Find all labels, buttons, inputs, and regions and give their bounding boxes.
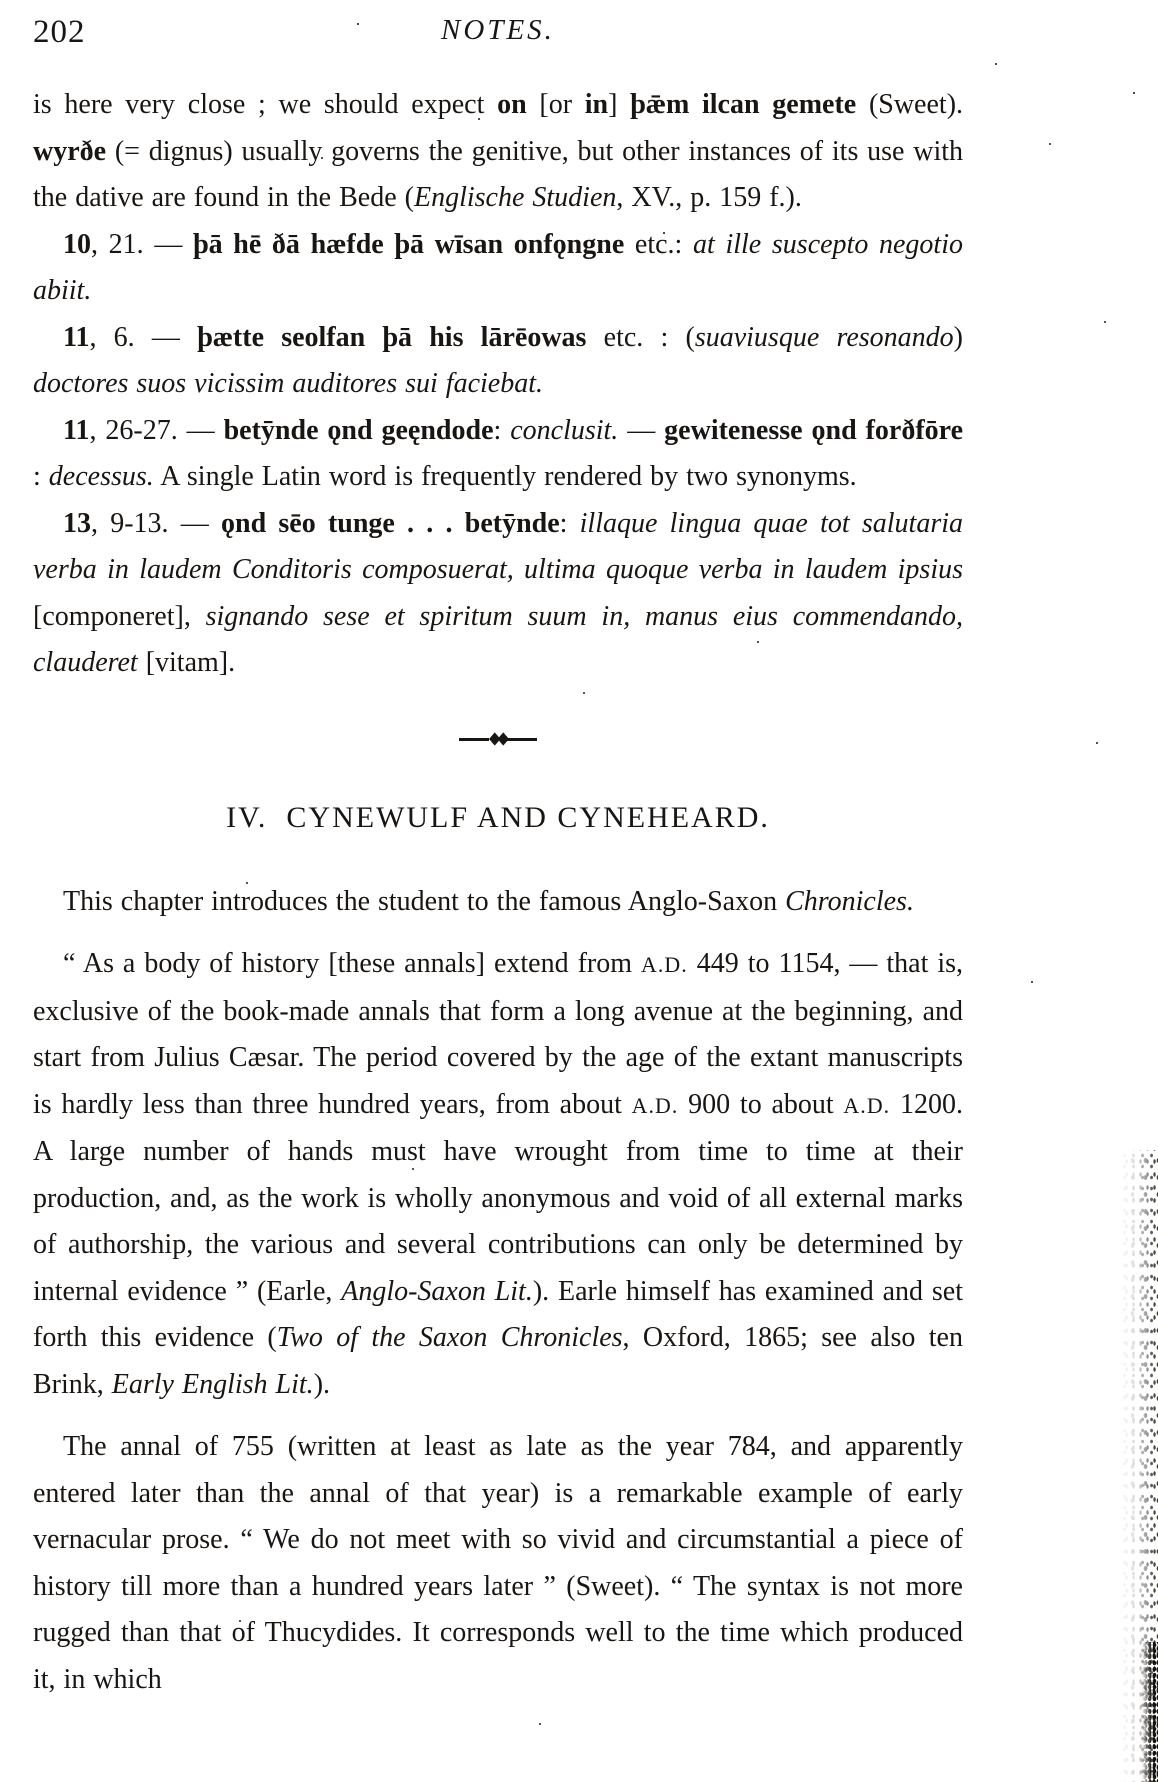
divider-rule-left — [459, 738, 489, 741]
notes-section — [33, 82, 963, 687]
text-column — [33, 12, 963, 1703]
scan-speckle-artifacts — [0, 0, 2, 2]
section-divider — [33, 731, 963, 749]
divider-rule-right — [507, 738, 537, 741]
note-paragraph-11-6: 11, 6. — þætte seolfan þā his lārēowas etc. : (suaviusque resonando) doctores suos vicissim auditores sui faciebat. — [33, 321, 963, 399]
chapter-heading: IV. CYNEWULF AND CYNEHEARD. — [226, 800, 770, 834]
page-number: 202 — [33, 14, 86, 50]
earle-quote-paragraph: “ As a body of history [these annals] extend from A.D. 449 to 1154, — that is, exclusive of the book-made annals that form a long avenue at the beginning, and start from Julius Cæsar. The period covered by the age of the extant manuscripts is hardly less than three hundred years, from about A.D. 900 to about A.D. 1200. A large number of hands must have wrought from time to time at their production, and, as the work is wholly anonymous and void of all external marks of authorship, the various and several contributions can only be determined by internal evidence ” (Earle, Anglo-Saxon Lit.). Earle himself has examined and set forth this evidence (Two of the Saxon Chronicles, Oxford, 1865; see also ten Brink, Early English Lit.). — [33, 948, 964, 1400]
note-paragraph-11-26: 11, 26-27. — betȳnde ǫnd geęndode: conclusit. — gewitenesse ǫnd forðfōre : decessus. A single Latin word is frequently rendered by two synonyms. — [33, 414, 964, 492]
scan-noise-bottom-corner — [1142, 1642, 1158, 1782]
page-header — [33, 12, 963, 58]
diamond-ornament-icon: ◆◆ — [488, 729, 507, 749]
note-paragraph-10-21: 10, 21. — þā hē ðā hæfde þā wīsan onfǫngne etc.: at ille suscepto negotio abiit. — [33, 228, 963, 306]
chapter-intro-section — [33, 879, 963, 1704]
chapter-intro-paragraph: This chapter introduces the student to the famous Anglo-Saxon Chronicles. — [63, 885, 914, 917]
annal-755-paragraph: The annal of 755 (written at least as late as the year 784, and apparently entered later than the annal of that year) is a remarkable example of early vernacular prose. “ We do not meet with so vivid and circumstantial a piece of history till more than a hundred years later ” (Sweet). “ The syntax is not more rugged than that of Thucydides. It corresponds well to the time which produced it, in which — [33, 1431, 963, 1695]
note-paragraph-13-9: 13, 9-13. — ǫnd sēo tunge . . . betȳnde: illaque lingua quae tot salutaria verba in laudem Conditoris composuerat, ultima quoque verba in laudem ipsius [componeret], signando sese et spiritum suum in, manus eius commendando, clauderet [vitam]. — [33, 507, 964, 678]
note-paragraph-continuation: is here very close ; we should expect on [or in] þǣm ilcan gemete (Sweet). wyrðe (= dignus) usually governs the genitive, but other instances of its use with the dative are found in the Bede (Englische Studien, XV., p. 159 f.). — [33, 89, 964, 213]
running-head: NOTES. — [441, 14, 555, 46]
